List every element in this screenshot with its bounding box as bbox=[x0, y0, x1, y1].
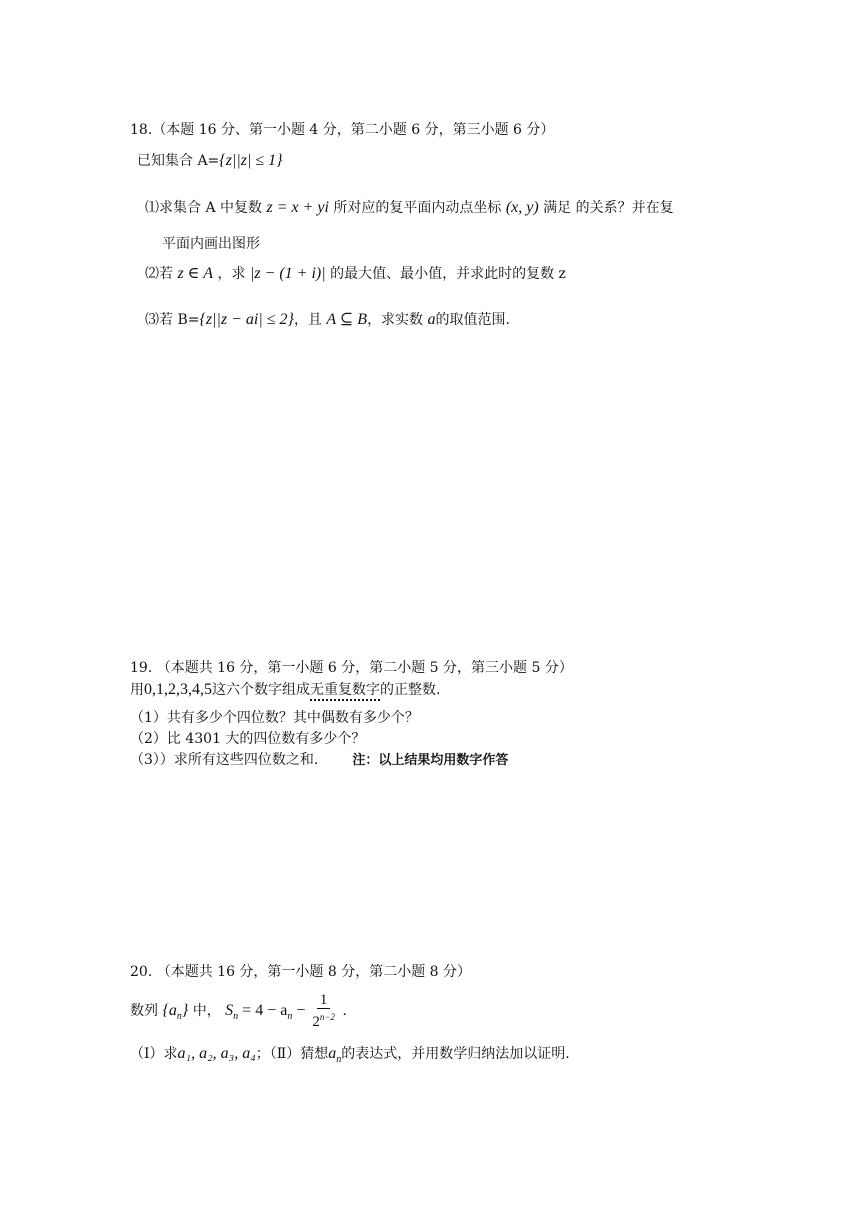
q19-intro: 用0,1,2,3,4,5这六个数字组成无重复数字的正整数. bbox=[130, 681, 441, 698]
q18-part2: ⑵若 z ∈ A ，求 |z − (1 + i)| 的最大值、最小值，并求此时的复数 z bbox=[145, 265, 566, 282]
q19-part2: （2）比 4301 大的四位数有多少个？ bbox=[130, 731, 366, 747]
emphasis-no-repeat: 无重复数字 bbox=[310, 682, 380, 698]
sum-formula: $S_n = 4 - a_n$ − bbox=[225, 1002, 306, 1023]
q18-part3: ⑶若 B={z||z − ai| ≤ 2}，且 A ⊆ B，求实数 a的取值范围. bbox=[145, 311, 510, 328]
set-b: {z||z − ai| ≤ 2} bbox=[199, 311, 294, 328]
q18-header: 18.（本题 16 分、第一小题 4 分，第二小题 6 分，第三小题 6 分） bbox=[130, 122, 555, 138]
q19-note: 注：以上结果均用数字作答 bbox=[352, 753, 509, 768]
q20-parts: （Ⅰ）求a₁, a₂, a₃, a₄；（Ⅱ）猜想$a_n$的表达式，并用数学归纳法加以证明. bbox=[130, 1045, 570, 1066]
q19-header: 19. （本题共 16 分，第一小题 6 分，第二小题 5 分，第三小题 5 分） bbox=[130, 660, 573, 676]
q18-part1: ⑴求集合 A 中复数 z = x + yi 所对应的复平面内动点坐标 (x, y) 满足 的关系？并在复 bbox=[145, 199, 674, 216]
q20-header: 20. （本题共 16 分，第一小题 8 分，第二小题 8 分） bbox=[130, 964, 472, 980]
q19-part1: （1）共有多少个四位数？其中偶数有多少个？ bbox=[130, 710, 419, 726]
set-a: {z||z| ≤ 1} bbox=[219, 152, 283, 169]
q18-intro: 已知集合 A={z||z| ≤ 1} bbox=[137, 152, 283, 169]
q18-part1-cont: 平面内画出图形 bbox=[162, 236, 260, 252]
q20-intro: 数列 $\{a_n\}$ 中， $S_n = 4 - a_n$ − $\frac{1}{2^{n-2}}$ . bbox=[130, 992, 347, 1030]
fraction: $\frac{1}{2^{n-2}}$ bbox=[312, 992, 335, 1030]
q19-part3: （3））求所有这些四位数之和. 注：以上结果均用数字作答 bbox=[130, 752, 509, 768]
